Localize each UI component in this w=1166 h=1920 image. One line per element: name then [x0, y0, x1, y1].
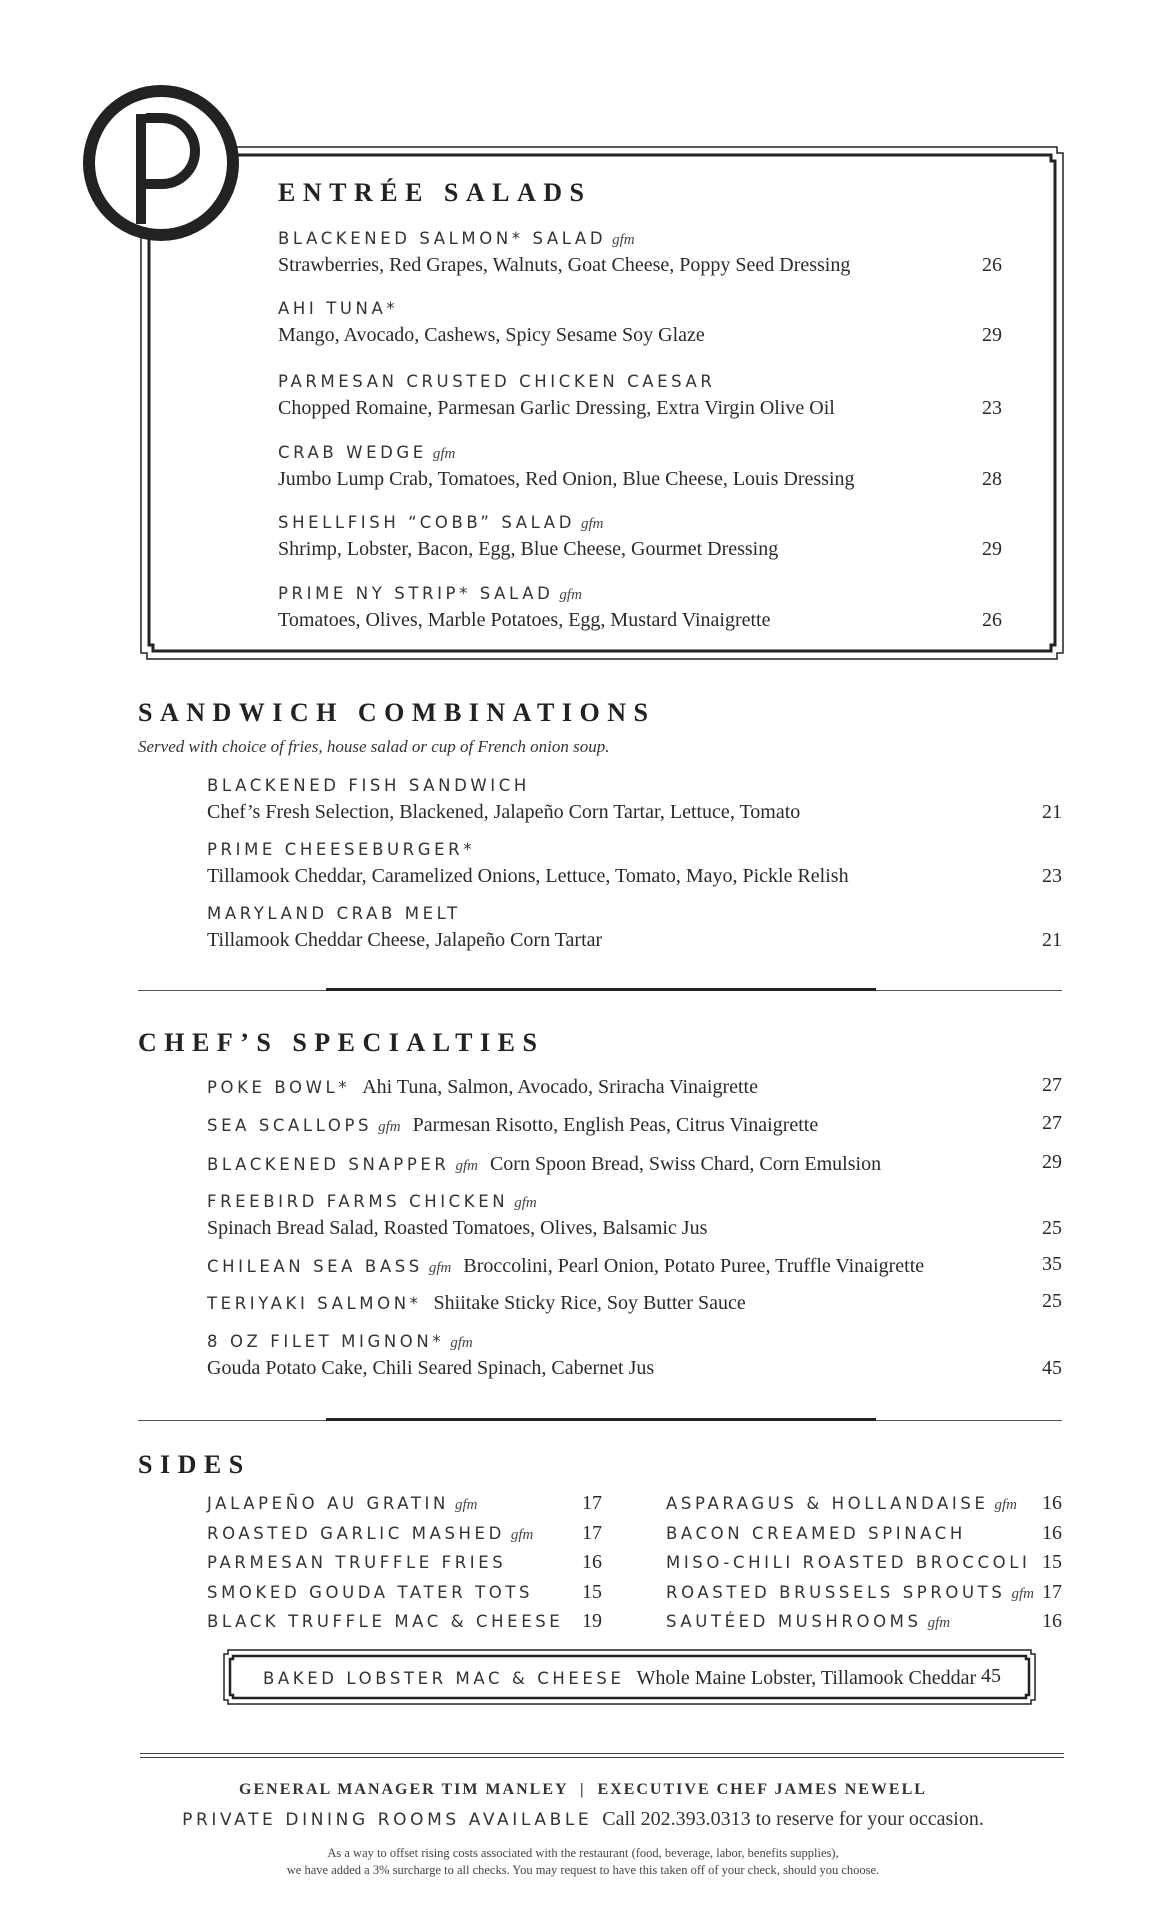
side-item-price: 16: [1042, 1492, 1062, 1514]
sandwich-item-name: BLACKENED FISH SANDWICH: [207, 776, 530, 795]
side-item-name-text: MISO-CHILI ROASTED BROCCOLI: [666, 1553, 1031, 1572]
side-item-name: [666, 1583, 1034, 1603]
entree-item-price: 26: [982, 609, 1002, 631]
entree-item-name-text: PRIME NY STRIP* SALAD: [278, 584, 554, 603]
specialty-item-desc: Broccolini, Pearl Onion, Potato Puree, Truffle Vinaigrette: [463, 1255, 925, 1277]
side-item-name: [666, 1612, 950, 1632]
entree-salads-title: ENTRÉE SALADS: [278, 178, 592, 207]
specialty-item-price: 29: [1042, 1151, 1062, 1173]
entree-item-name-text: PARMESAN CRUSTED CHICKEN CAESAR: [278, 372, 716, 391]
specialty-item-price: 27: [1042, 1074, 1062, 1096]
specialty-item-name-text: FREEBIRD FARMS CHICKEN: [207, 1192, 509, 1211]
entree-item-price: 28: [982, 468, 1002, 490]
feature-item-name: [263, 1667, 976, 1690]
gfm-tag: gfm: [559, 587, 582, 603]
side-item-price: 16: [582, 1551, 602, 1573]
gfm-tag: gfm: [514, 1195, 537, 1211]
side-item-price: 15: [1042, 1551, 1062, 1573]
specialty-item-price: 27: [1042, 1112, 1062, 1134]
entree-item-name: [278, 513, 604, 533]
side-item-price: 17: [582, 1492, 602, 1514]
specialty-item-desc: Parmesan Risotto, English Peas, Citrus Vinaigrette: [412, 1114, 819, 1136]
specialty-item-name-text: TERIYAKI SALMON*: [207, 1294, 422, 1313]
gfm-tag: gfm: [1011, 1586, 1034, 1602]
side-item-name: [207, 1494, 477, 1514]
side-item-name: [666, 1494, 1017, 1514]
entree-item-name: [278, 229, 635, 249]
specialty-item-name-text: SEA SCALLOPS: [207, 1116, 373, 1135]
gfm-tag: gfm: [454, 1497, 478, 1513]
specialty-item-name: [207, 1192, 537, 1212]
specialty-item-name-text: BLACKENED SNAPPER: [207, 1155, 450, 1174]
entree-item-name-text: BLACKENED SALMON* SALAD: [278, 229, 607, 248]
footer-rule: [140, 1757, 1064, 1758]
gfm-tag: gfm: [432, 446, 456, 462]
sandwich-item-name: MARYLAND CRAB MELT: [207, 904, 461, 923]
entree-item-desc: Jumbo Lump Crab, Tomatoes, Red Onion, Blue Cheese, Louis Dressing: [278, 468, 855, 490]
side-item-name-text: SMOKED GOUDA TATER TOTS: [207, 1583, 534, 1602]
side-item-name: [207, 1553, 506, 1572]
p-logo-icon: [82, 84, 240, 242]
entree-item-desc: Shrimp, Lobster, Bacon, Egg, Blue Cheese, Gourmet Dressing: [278, 538, 779, 560]
surcharge-note-1: As a way to offset rising costs associated with the restaurant (food, beverage, labor, benefits supplies),: [327, 1846, 839, 1860]
side-item-name-text: SAUTÉED MUSHROOMS: [666, 1612, 922, 1631]
side-item-name-text: BACON CREAMED SPINACH: [666, 1524, 966, 1543]
entree-item-desc: Mango, Avocado, Cashews, Spicy Sesame Soy Glaze: [278, 324, 705, 346]
entree-item-name-text: SHELLFISH “COBB” SALAD: [278, 513, 576, 532]
feature-desc: Whole Maine Lobster, Tillamook Cheddar: [636, 1667, 977, 1689]
specialty-item-name: [207, 1153, 881, 1176]
specialty-item-name: [207, 1255, 924, 1278]
specialty-item-name: [207, 1332, 473, 1352]
specialty-item-name: [207, 1292, 746, 1315]
gfm-tag: gfm: [510, 1527, 534, 1543]
chefs-specialties-title: CHEF’S SPECIALTIES: [138, 1028, 545, 1057]
sandwich-item-price: 21: [1042, 801, 1062, 823]
entree-item-desc: Strawberries, Red Grapes, Walnuts, Goat Cheese, Poppy Seed Dressing: [278, 254, 851, 276]
gfm-tag: gfm: [378, 1119, 401, 1135]
specialty-item-name: [207, 1076, 758, 1099]
specialty-item-desc: Ahi Tuna, Salmon, Avocado, Sriracha Vinaigrette: [362, 1076, 758, 1098]
gfm-tag: gfm: [927, 1615, 951, 1631]
feature-price: 45: [981, 1665, 1001, 1687]
entree-item-name-text: AHI TUNA*: [278, 299, 399, 318]
specialty-item-desc: Shiitake Sticky Rice, Soy Butter Sauce: [433, 1292, 746, 1314]
staff-line: GENERAL MANAGER TIM MANLEY | EXECUTIVE CHEF JAMES NEWELL: [239, 1781, 927, 1798]
gfm-tag: gfm: [581, 516, 604, 532]
sandwich-item-name: PRIME CHEESEBURGER*: [207, 840, 476, 859]
specialty-item-desc: Spinach Bread Salad, Roasted Tomatoes, Olives, Balsamic Jus: [207, 1217, 708, 1239]
sandwich-item-price: 21: [1042, 929, 1062, 951]
side-item-name-text: ASPARAGUS & HOLLANDAISE: [666, 1494, 989, 1513]
side-item-price: 15: [582, 1581, 602, 1603]
side-item-name: [207, 1612, 563, 1631]
side-item-price: 19: [582, 1610, 602, 1632]
specialty-item-name: [207, 1114, 818, 1137]
gfm-tag: gfm: [428, 1260, 452, 1276]
side-item-price: 17: [1042, 1581, 1062, 1603]
sandwich-item-desc: Tillamook Cheddar, Caramelized Onions, Lettuce, Tomato, Mayo, Pickle Relish: [207, 865, 849, 887]
side-item-name: [666, 1553, 1031, 1572]
entree-item-name-text: CRAB WEDGE: [278, 443, 427, 462]
specialty-item-name-text: POKE BOWL*: [207, 1078, 351, 1097]
specialty-item-price: 25: [1042, 1290, 1062, 1312]
specialty-item-price: 25: [1042, 1217, 1062, 1239]
sandwich-item-desc: Chef’s Fresh Selection, Blackened, Jalapeño Corn Tartar, Lettuce, Tomato: [207, 801, 801, 823]
side-item-name-text: ROASTED BRUSSELS SPROUTS: [666, 1583, 1006, 1602]
side-item-name: [666, 1524, 966, 1543]
entree-item-name: [278, 372, 715, 391]
sides-title: SIDES: [138, 1450, 251, 1479]
gfm-tag: gfm: [994, 1497, 1017, 1513]
specialty-item-name-text: CHILEAN SEA BASS: [207, 1257, 423, 1276]
entree-item-price: 29: [982, 324, 1002, 346]
gfm-tag: gfm: [612, 232, 635, 248]
specialty-item-price: 35: [1042, 1253, 1062, 1275]
specialty-item-desc: Gouda Potato Cake, Chili Seared Spinach, Cabernet Jus: [207, 1357, 655, 1379]
entree-item-desc: Chopped Romaine, Parmesan Garlic Dressing, Extra Virgin Olive Oil: [278, 397, 835, 419]
entree-item-name: [278, 443, 455, 463]
gfm-tag: gfm: [455, 1158, 478, 1174]
entree-item-name: [278, 584, 582, 604]
restaurant-logo: [82, 84, 240, 242]
surcharge-note-2: we have added a 3% surcharge to all checks. You may request to have this taken off of your check, should you choose.: [286, 1863, 880, 1877]
section-divider-accent: [326, 988, 876, 991]
side-item-name: [207, 1583, 533, 1602]
private-dining-caps: PRIVATE DINING ROOMS AVAILABLE: [182, 1810, 593, 1830]
side-item-price: 16: [1042, 1610, 1062, 1632]
side-item-name-text: ROASTED GARLIC MASHED: [207, 1524, 505, 1543]
entree-item-price: 26: [982, 254, 1002, 276]
private-dining-line: [0, 1808, 1166, 1831]
side-item-name-text: BLACK TRUFFLE MAC & CHEESE: [207, 1612, 564, 1631]
specialty-item-desc: Corn Spoon Bread, Swiss Chard, Corn Emulsion: [489, 1153, 882, 1175]
side-item-price: 17: [582, 1522, 602, 1544]
entree-item-price: 23: [982, 397, 1002, 419]
specialty-item-price: 45: [1042, 1357, 1062, 1379]
entree-item-price: 29: [982, 538, 1002, 560]
entree-item-desc: Tomatoes, Olives, Marble Potatoes, Egg, Mustard Vinaigrette: [278, 609, 771, 631]
side-item-name: [207, 1524, 533, 1544]
gfm-tag: gfm: [450, 1335, 473, 1351]
specialty-item-name-text: 8 OZ FILET MIGNON*: [207, 1332, 445, 1351]
sandwich-item-desc: Tillamook Cheddar Cheese, Jalapeño Corn Tartar: [207, 929, 603, 951]
side-item-name-text: PARMESAN TRUFFLE FRIES: [207, 1553, 507, 1572]
sandwich-item-price: 23: [1042, 865, 1062, 887]
feature-name-text: BAKED LOBSTER MAC & CHEESE: [263, 1669, 625, 1688]
side-item-name-text: JALAPEÑO AU GRATIN: [207, 1494, 449, 1513]
entree-item-name: [278, 299, 398, 318]
footer-rule: [140, 1753, 1064, 1754]
private-dining-text: Call 202.393.0313 to reserve for your occasion.: [602, 1808, 984, 1830]
sandwich-combinations-title: SANDWICH COMBINATIONS: [138, 698, 656, 727]
section-divider-accent: [326, 1418, 876, 1421]
sandwich-subtitle: Served with choice of fries, house salad or cup of French onion soup.: [138, 737, 610, 756]
side-item-price: 16: [1042, 1522, 1062, 1544]
